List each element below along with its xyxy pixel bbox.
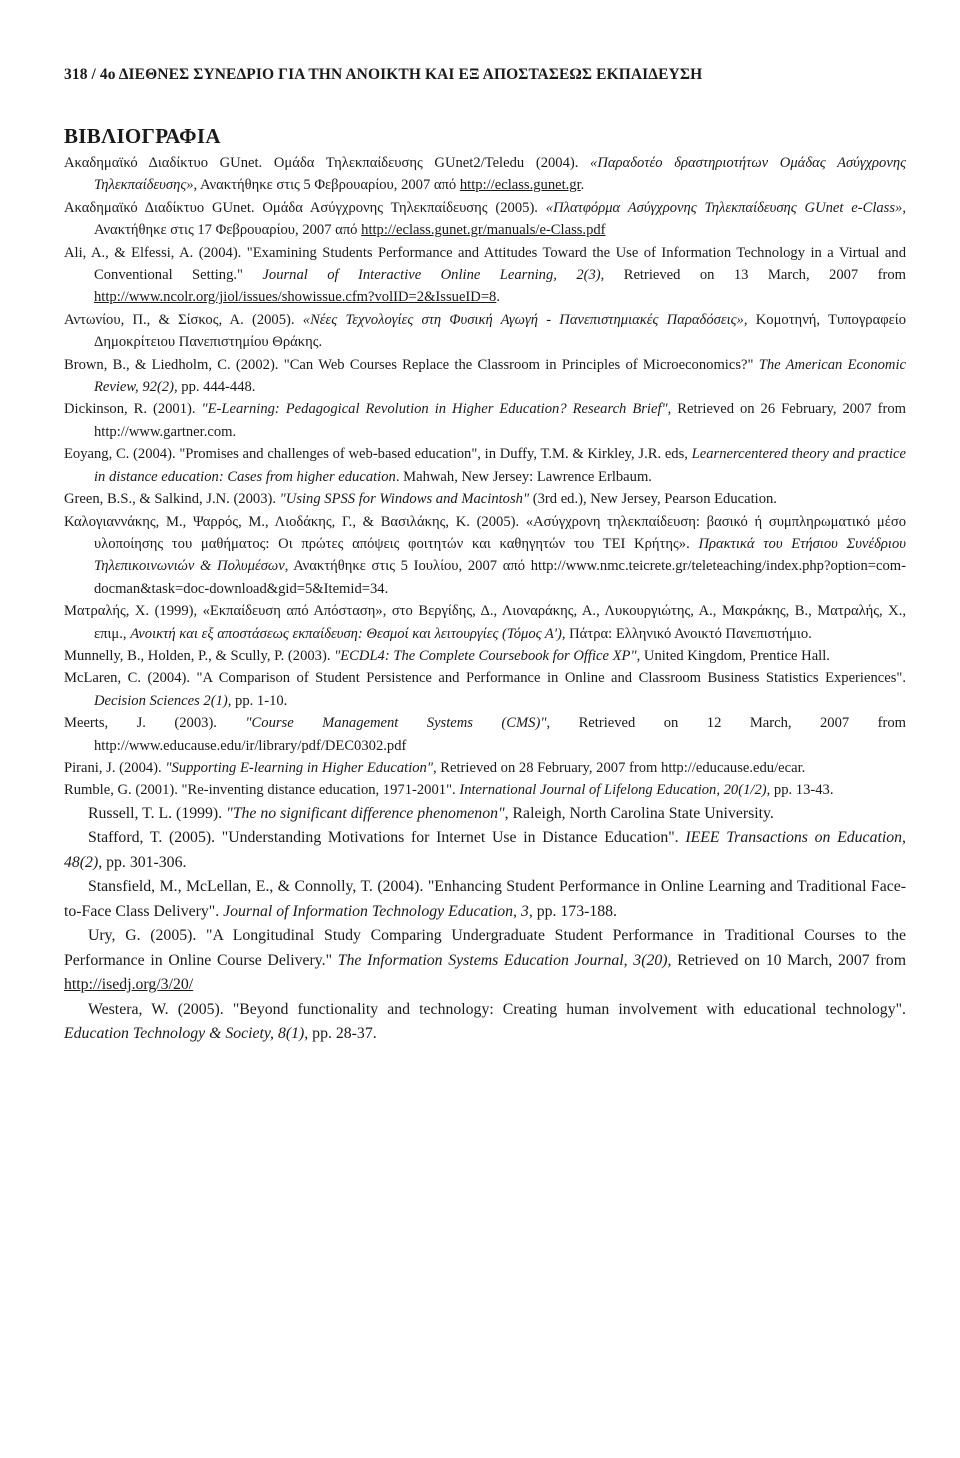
reference-text: , United Kingdom, Prentice Hall.: [636, 647, 830, 664]
reference-italic-title: «Νέες Τεχνολογίες στη Φυσική Αγωγή - Πανεπιστημιακές Παραδόσεις»: [302, 311, 744, 328]
reference-text: Westera, W. (2005). "Beyond functionality and technology: Creating human involvement with educational technology".: [88, 1000, 906, 1018]
reference-text: Green, B.S., & Salkind, J.N. (2003).: [64, 491, 280, 508]
reference-entry: [64, 197, 906, 242]
reference-text: (3rd ed.), New Jersey, Pearson Education.: [529, 491, 777, 508]
reference-text: Brown, B., & Liedholm, C. (2002). "Can Web Courses Replace the Classroom in Principles of Microeconomics?": [64, 356, 759, 373]
reference-text: , pp. 444-448.: [173, 379, 256, 396]
reference-text: Ακαδημαϊκό Διαδίκτυο GUnet. Ομάδα Ασύγχρονης Τηλεκπαίδευσης (2005).: [64, 199, 546, 216]
section-title: ΒΙΒΛΙΟΓΡΑΦΙΑ: [64, 124, 221, 148]
reference-entry: [64, 242, 906, 309]
reference-entry: [64, 757, 906, 779]
reference-italic-title: Learnercentered theory and practice in distance education: Cases from higher education: [94, 446, 906, 485]
reference-text: Russell, T. L. (1999).: [88, 804, 227, 822]
reference-entry: [64, 309, 906, 354]
reference-italic-title: "E-Learning: Pedagogical Revolution in Higher Education? Research Brief": [201, 401, 668, 418]
reference-text: , Ανακτήθηκε στις 5 Φεβρουαρίου, 2007 από: [193, 177, 460, 194]
reference-entry: [64, 488, 906, 510]
reference-italic-title: Decision Sciences 2(1): [94, 692, 228, 709]
reference-italic-title: Πρακτικά του Ετήσιου Συνέδριου Τηλεπικοινωνιών & Πολυμέσων: [94, 535, 906, 575]
reference-entry: [64, 875, 906, 924]
reference-entry: [64, 826, 906, 875]
reference-italic-title: IEEE Transactions on Education, 48(2): [64, 829, 906, 871]
reference-italic-title: The American Economic Review, 92(2): [94, 356, 906, 396]
reference-text: , Retrieved on 12 March, 2007 from http://www.educause.edu/ir/library/pdf/DEC0302.pdf: [94, 715, 906, 754]
reference-text: , Ανακτήθηκε στις 17 Φεβρουαρίου, 2007 από: [94, 199, 906, 239]
reference-italic-title: The Information Systems Education Journal, 3(20): [337, 951, 668, 969]
reference-text: , Κομοτηνή, Τυπογραφείο Δημοκρίτειου Πανεπιστημίου Θράκης.: [94, 311, 906, 351]
reference-text: , Retrieved on 28 February, 2007 from http://educause.edu/ecar.: [432, 759, 806, 776]
reference-entry: [64, 600, 906, 645]
reference-text: Ακαδημαϊκό Διαδίκτυο GUnet. Ομάδα Τηλεκπαίδευσης GUnet2/Teledu (2004).: [64, 155, 591, 171]
reference-link[interactable]: http://eclass.gunet.gr/manuals/e-Class.pdf: [361, 222, 606, 239]
reference-text: Ury, G. (2005). "A Longitudinal Study Comparing Undergraduate Student Performance in Traditional Courses to the Performance in Online Course Delivery.": [64, 927, 906, 969]
reference-text: , pp. 28-37.: [304, 1025, 377, 1043]
reference-entry: [64, 511, 906, 601]
reference-text: Ματραλής, Χ. (1999), «Εκπαίδευση από Απόσταση», στο Βεργίδης, Δ., Λιοναράκης, Α., Λυκουργιώτης, Α., Μακράκης, Β., Ματραλής, Χ., επιμ.,: [64, 603, 906, 642]
reference-text: Stafford, T. (2005). "Understanding Motivations for Internet Use in Distance Education".: [88, 829, 686, 847]
reference-text: Munnelly, B., Holden, P., & Scully, P. (2003).: [64, 647, 335, 664]
reference-text: Meerts, J. (2003).: [64, 715, 246, 732]
reference-entry: [64, 924, 906, 998]
reference-italic-title: Journal of Interactive Online Learning, 2(3): [262, 267, 601, 284]
reference-text: Rumble, G. (2001). "Re-inventing distance education, 1971-2001".: [64, 782, 460, 799]
reference-text: , pp. 13-43.: [766, 782, 834, 799]
reference-entry: [64, 998, 906, 1047]
reference-text: , Ανακτήθηκε στις 5 Ιουλίου, 2007 από http://www.nmc.teicrete.gr/teleteaching/index.php?option=com-docman&task=doc-download&gid=5&Itemid=34.: [94, 558, 906, 597]
reference-text: , Πάτρα: Ελληνικό Ανοικτό Πανεπιστήμιο.: [561, 625, 812, 642]
reference-italic-title: International Journal of Lifelong Education, 20(1/2): [459, 782, 767, 799]
reference-text: , pp. 301-306.: [98, 853, 187, 871]
reference-entry: [64, 645, 906, 667]
reference-text: , Retrieved on 13 March, 2007 from: [600, 267, 906, 284]
reference-text: , Retrieved on 26 February, 2007 from http://www.gartner.com.: [94, 401, 906, 440]
reference-italic-title: «Πλατφόρμα Ασύγχρονης Τηλεκπαίδευσης GUnet e-Class»: [545, 199, 903, 216]
reference-italic-title: "Course Management Systems (CMS)": [245, 715, 547, 732]
reference-entry: [64, 152, 906, 197]
reference-italic-title: Education Technology & Society, 8(1): [64, 1025, 305, 1043]
reference-italic-title: "Using SPSS for Windows and Macintosh": [279, 491, 530, 508]
reference-italic-title: "ECDL4: The Complete Coursebook for Office XP": [334, 647, 637, 664]
reference-text: , Retrieved on 10 March, 2007 from: [667, 951, 906, 969]
reference-text: Καλογιαννάκης, Μ., Ψαρρός, Μ., Λιοδάκης, Γ., & Βασιλάκης, Κ. (2005). «Ασύγχρονη τηλεκπαίδευση: βασικό ή συμπληρωματικό μέσο υλοποίησης του μαθήματος: Οι πρώτες απόψεις φοιτητών και καθηγητών του ΤΕΙ Κρήτης».: [64, 513, 906, 552]
reference-list: [64, 152, 906, 1047]
reference-text: .: [496, 289, 501, 306]
reference-italic-title: Journal of Information Technology Education, 3: [223, 902, 529, 920]
reference-entry: [64, 779, 906, 801]
reference-entry: [64, 443, 906, 488]
reference-text: Dickinson, R. (2001).: [64, 401, 202, 418]
reference-text: McLaren, C. (2004). "A Comparison of Student Persistence and Performance in Online and Classroom Business Statistics Experiences".: [64, 670, 906, 687]
reference-text: Eoyang, C. (2004). "Promises and challenges of web-based education", in Duffy, T.M. & Kirkley, J.R. eds,: [64, 446, 692, 463]
reference-text: .: [580, 177, 585, 194]
reference-text: , pp. 1-10.: [227, 692, 288, 709]
running-header: 318 / 4ο ΔΙΕΘΝΕΣ ΣΥΝΕΔΡΙΟ ΓΙΑ ΤΗΝ ΑΝΟΙΚΤΗ ΚΑΙ ΕΞ ΑΠΟΣΤΑΣΕΩΣ ΕΚΠΑΙΔΕΥΣΗ: [64, 66, 703, 83]
reference-link[interactable]: http://eclass.gunet.gr: [459, 177, 581, 194]
reference-text: Ali, A., & Elfessi, A. (2004). "Examining Students Performance and Attitudes Toward the Use of Information Technology in a Virtual and Conventional Setting.": [64, 244, 906, 284]
reference-entry: [64, 802, 906, 827]
reference-italic-title: «Παραδοτέο δραστηριοτήτων Ομάδας Ασύγχρονης Τηλεκπαίδευσης»: [94, 155, 906, 194]
reference-entry: [64, 398, 906, 443]
reference-italic-title: "Supporting E-learning in Higher Education": [165, 759, 433, 776]
reference-italic-title: "The no significant difference phenomenon": [226, 804, 505, 822]
reference-entry: [64, 712, 906, 757]
reference-entry: [64, 354, 906, 399]
reference-italic-title: Ανοικτή και εξ αποστάσεως εκπαίδευση: Θεσμοί και λειτουργίες (Τόμος Α'): [130, 625, 562, 642]
reference-text: Pirani, J. (2004).: [64, 759, 166, 776]
reference-text: . Mahwah, New Jersey: Lawrence Erlbaum.: [395, 468, 652, 485]
reference-text: , pp. 173-188.: [528, 902, 618, 920]
reference-text: , Raleigh, North Carolina State University.: [504, 804, 774, 822]
reference-text: Αντωνίου, Π., & Σίσκος, Α. (2005).: [64, 311, 303, 328]
reference-entry: [64, 667, 906, 712]
reference-text: Stansfield, M., McLellan, E., & Connolly, T. (2004). "Enhancing Student Performance in Online Learning and Traditional Face-to-Face Class Delivery".: [64, 878, 906, 920]
reference-link[interactable]: http://www.ncolr.org/jiol/issues/showissue.cfm?volID=2&IssueID=8: [94, 289, 497, 306]
reference-link[interactable]: http://isedj.org/3/20/: [64, 976, 194, 994]
